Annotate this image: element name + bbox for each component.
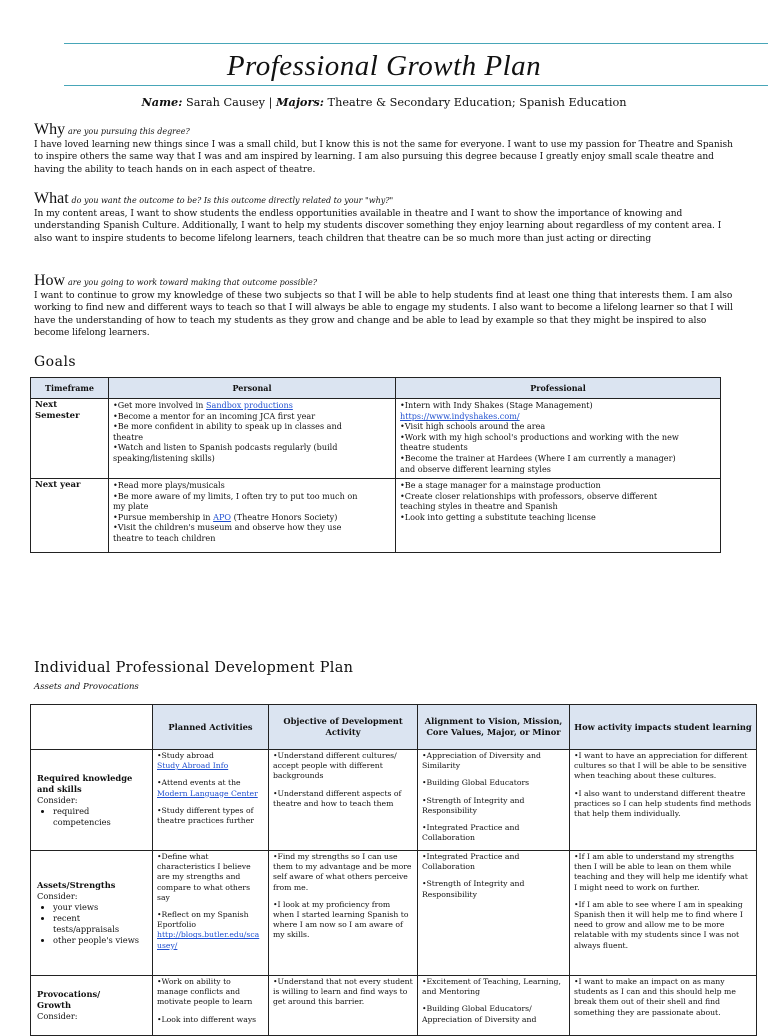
list-item: •Integrated Practice and Collaboration [422,852,520,872]
list-item: my plate [113,501,149,512]
list-item: •Study abroad [157,751,214,760]
impact-provocations [570,976,757,1036]
table-row [31,399,721,479]
list-item: •Become the trainer at Hardees (Where I am currently a manager) [400,452,676,463]
row-label: Required knowledge [37,772,133,783]
header-professional: Professional [396,378,721,399]
item-text: •Pursue membership in [113,511,214,522]
list-item: •Look into getting a substitute teaching license [400,511,596,522]
item-text: recent [53,913,81,923]
row-label: and skills [37,783,82,794]
table-row [31,479,721,553]
alignment-provocations [418,976,570,1036]
list-item [113,400,391,411]
list-item: •Create closer relationships with professors, observe different [400,490,658,501]
name-majors-line [0,95,768,109]
list-item: theatre [113,431,143,442]
modern-language-center-link[interactable]: Modern Language Center [157,788,258,798]
how-text: I want to continue to grow my knowledge of these two subjects so that I will be able to help students find at least one thing that interests them. I am also working to find new and different ways to teach so that I will always be able to engage my students. I also want to become a lifelong learner so that I will have the understanding of how to teach my students as they grow and change and be able to lead by example so that they might be inspired to also become lifelong learners. [34,290,733,339]
list-item: •Intern with Indy Shakes (Stage Management) [400,400,593,410]
list-item: •Reflect on my Spanish Eportfolio [157,910,249,930]
table-row [31,976,757,1036]
list-item: • your views [53,902,148,913]
list-item: •Read more plays/musicals [113,480,225,490]
list-item: •I want to have an appreciation for different cultures so that I will be able to be sensitive when teaching about these cultures. [574,751,748,781]
list-item: •Understand that not every student is willing to learn and find ways to get around this barrier. [273,977,413,1007]
why-question: are you pursuing this degree? [68,127,190,136]
separator: | [268,96,276,109]
sandbox-link[interactable]: Sandbox productions [205,400,293,410]
list-item: •Understand different cultures/ accept people with different backgrounds [273,751,397,781]
eportfolio-link[interactable]: http://blogs.butler.edu/scausey/ [157,930,260,950]
personal-next-year [109,479,396,553]
objective-required-knowledge [269,750,418,851]
row-provocations-growth [31,976,153,1036]
ipdp-title: Individual Professional Development Plan [34,660,354,676]
list-item: •I want to make an impact on as many students as I can and this should help me break them out of their shell and find something they are passionate about. [574,977,736,1017]
list-item [53,913,148,935]
list-item: •Excitement of Teaching, Learning, and Mentoring [422,977,561,997]
objective-assets [269,851,418,976]
list-item: teaching styles in theatre and Spanish [400,501,558,512]
consider-label: Consider: [37,891,78,901]
list-item: •Understand different aspects of theatre and how to teach them [273,788,402,808]
consider-list [37,902,148,946]
list-item: •I look at my proficiency from when I started learning Spanish to where I am now so I am aware of my skills. [273,899,409,940]
goals-table [30,377,721,553]
what-text: In my content areas, I want to show students the endless opportunities available in theatre and I want to show the importance of knowing and understanding Spanish Culture. Additionally, I want to help my students discover something they enjoy learning about regardless of my content area. I also want to inspire students to become lifelong learners, teach children that theatre can be so much more than just acting or directing [34,208,722,244]
list-item: •Become a mentor for an incoming JCA first year [113,410,316,421]
header-timeframe: Timeframe [31,378,109,399]
planned-provocations [153,976,269,1036]
objective-provocations [269,976,418,1036]
list-item: •Building Global Educators/ Appreciation of Diversity and [422,1004,537,1024]
impact-required-knowledge [570,750,757,851]
apo-link[interactable]: APO [213,511,232,522]
what-heading: What [34,190,69,207]
timeframe-label: Next [35,400,58,410]
majors-value: Theatre & Secondary Education; Spanish Education [327,96,627,109]
list-item: •Be a stage manager for a mainstage production [400,480,601,490]
goals-title: Goals [34,354,77,370]
table-row [31,851,757,976]
why-section [34,121,734,176]
list-item: •Integrated Practice and Collaboration [422,823,520,843]
header-alignment: Alignment to Vision, Mission, Core Values, Major, or Minor [418,705,570,750]
list-item: •Work on ability to manage conflicts and motivate people to learn [157,977,253,1007]
how-question: are you going to work toward making that outcome possible? [68,278,318,287]
list-item: •Visit high schools around the area [400,421,546,432]
header-empty [31,705,153,750]
majors-label: Majors: [276,95,324,109]
professional-next-semester [396,399,721,479]
list-item: •I also want to understand different theatre practices so I can help students find methods that help them individually. [574,788,752,819]
list-item: •Work with my high school's productions and working with the new [400,431,679,442]
professional-next-year [396,479,721,553]
list-item: •If I am able to see where I am in speaking Spanish then it will help me to find where I need to grow and allow me to be more relatable with my students since I was not always fluent. [574,899,743,950]
list-item: •Watch and listen to Spanish podcasts regularly (build [113,442,338,453]
list-item: •Visit the children's museum and observe how they use [113,522,342,533]
row-label: Provocations/ [37,989,101,999]
timeframe-next-semester [31,399,109,479]
item-text: •Get more involved in [113,400,206,410]
personal-next-semester [109,399,396,479]
impact-assets [570,851,757,976]
timeframe-label: Semester [35,410,80,421]
what-question: do you want the outcome to be? Is this outcome directly related to your "why?" [71,196,394,205]
title-underline [64,85,768,86]
how-section [34,272,734,340]
list-item: •Find my strengths so I can use them to my advantage and be more self aware of what others perceive from me. [273,852,412,892]
study-abroad-link[interactable]: Study Abroad Info [157,761,229,771]
why-text: I have loved learning new things since I was a small child, but I know this is not the same for everyone. I want to use my passion for Theatre and Spanish to inspire others the same way that I was and am inspired by learning. I am also pursuing this degree because I greatly enjoy small scale theatre and having the ability to teach hands on in each aspect of theatre. [34,139,733,175]
alignment-required-knowledge [418,750,570,851]
indyshakes-link[interactable]: https://www.indyshakes.com/ [400,410,520,421]
header-objective: Objective of Development Activity [269,705,418,750]
item-text: required [53,805,90,816]
row-label: Growth [37,1000,71,1010]
list-item: •Strength of Integrity and Responsibility [422,879,525,899]
header-planned-activities: Planned Activities [153,705,269,750]
list-item: theatre to teach children [113,532,216,543]
row-label: Assets/Strengths [37,880,116,890]
list-item: •Building Global Educators [422,778,530,788]
list-item: and observe different learning styles [400,463,551,474]
row-assets-strengths [31,851,153,976]
header-personal: Personal [109,378,396,399]
planned-assets [153,851,269,976]
list-item: •If I am able to understand my strengths then I will be able to lean on them while teaching and they will help me identify what I might need to work on further. [574,852,748,892]
list-item [113,512,391,523]
consider-label: Consider: [37,1011,78,1021]
timeframe-next-year: Next year [31,479,109,553]
list-item: •Study different types of theatre practices further [157,805,254,826]
list-item: •Appreciation of Diversity and Similarity [422,751,541,771]
list-item: speaking/listening skills) [113,452,215,463]
planned-required-knowledge [153,750,269,851]
why-heading: Why [34,121,66,138]
header-impact: How activity impacts student learning [570,705,757,750]
how-heading: How [34,272,66,289]
goals-header-row [31,378,721,399]
item-text: competencies [53,816,111,827]
name-value: Sarah Causey [186,96,265,109]
list-item: theatre students [400,442,468,453]
consider-list [37,806,148,828]
name-label: Name: [141,95,183,109]
list-item: •Look into different ways [157,1014,257,1024]
list-item [53,806,148,828]
what-section [34,190,734,245]
list-item: • other people's views [53,935,148,946]
list-item: •Be more confident in ability to speak up in classes and [113,421,342,432]
row-required-knowledge [31,750,153,851]
ipdp-subtitle: Assets and Provocations [34,682,139,692]
alignment-assets [418,851,570,976]
page-title: Professional Growth Plan [226,50,542,82]
item-text: tests/appraisals [53,924,120,934]
item-text: (Theatre Honors Society) [231,511,338,522]
ipdp-table [30,704,757,1036]
list-item: •Attend events at the [157,778,241,788]
consider-label: Consider: [37,794,78,805]
top-rule [64,43,768,44]
ipdp-header-row [31,705,757,750]
list-item: •Be more aware of my limits, I often try to put too much on [113,490,358,501]
list-item: •Define what characteristics I believe are my strengths and compare to what others say [157,852,251,902]
table-row [31,750,757,851]
list-item: •Strength of Integrity and Responsibility [422,795,525,815]
